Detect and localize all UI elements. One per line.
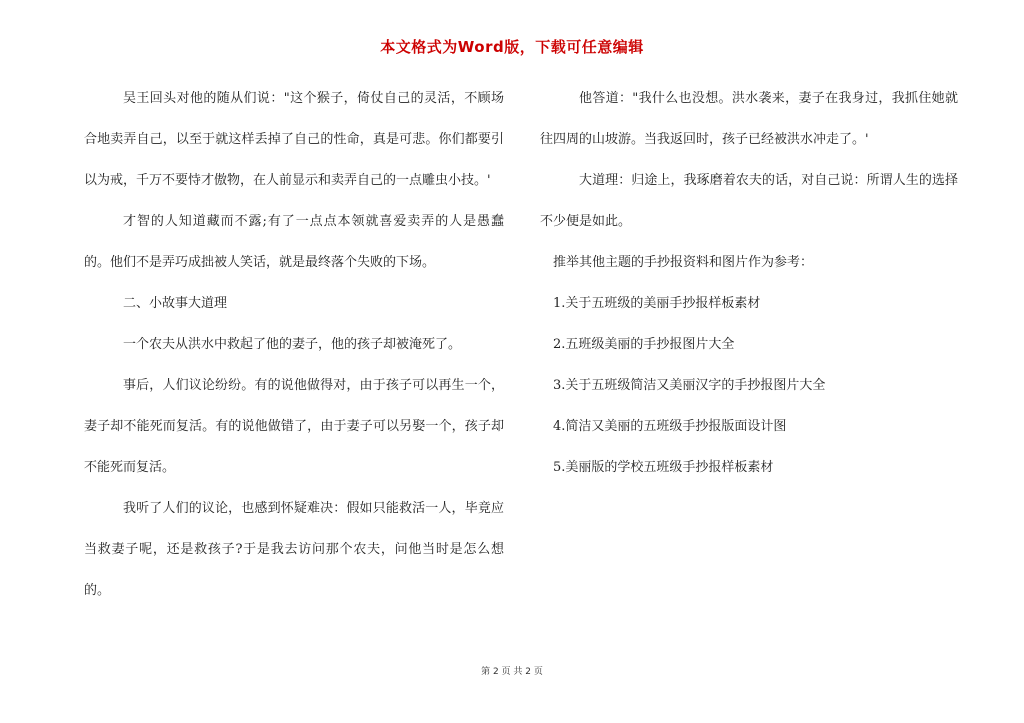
- paragraph-discussion: 事后，人们议论纷纷。有的说他做得对，由于孩子可以再生一个，妻子却不能死而复活。有的说他做错了，由于妻子可以另娶一个，孩子却不能死而复活。: [84, 378, 504, 475]
- recommend-intro: 推举其他主题的手抄报资料和图片作为参考：: [553, 255, 814, 270]
- page-number: 第 2 页 共 2 页: [481, 667, 543, 677]
- paragraph-moral: 大道理：归途上，我琢磨着农夫的话，对自己说：所谓人生的选择不少便是如此。: [540, 173, 958, 229]
- left-column: [84, 78, 504, 611]
- section-heading-story: 二、小故事大道理: [123, 296, 228, 311]
- right-column: [540, 78, 958, 488]
- recommend-link[interactable]: 1.关于五班级的美丽手抄报样板素材: [553, 296, 761, 311]
- recommend-link[interactable]: 3.关于五班级简洁又美丽汉字的手抄报图片大全: [553, 378, 826, 393]
- format-banner: 本文格式为Word版，下载可任意编辑: [380, 38, 644, 56]
- recommend-link[interactable]: 4.简洁又美丽的五班级手抄报版面设计图: [553, 419, 787, 434]
- recommend-list: [540, 283, 958, 488]
- paragraph-wisdom: 才智的人知道藏而不露;有了一点点本领就喜爱卖弄的人是愚蠢的。他们不是弄巧成拙被人笑话，就是最终落个失败的下场。: [84, 214, 504, 270]
- paragraph-question: 我听了人们的议论，也感到怀疑难决：假如只能救活一人，毕竟应当救妻子呢，还是救孩子?于是我去访问那个农夫，问他当时是怎么想的。: [84, 501, 504, 598]
- paragraph-farmer-rescue: 一个农夫从洪水中救起了他的妻子，他的孩子却被淹死了。: [123, 337, 462, 352]
- recommend-link[interactable]: 5.美丽版的学校五班级手抄报样板素材: [553, 460, 774, 475]
- paragraph-monkey-lesson: 吴王回头对他的随从们说："这个猴子，倚仗自己的灵活，不顾场合地卖弄自己，以至于就这样丢掉了自己的性命，真是可悲。你们都要引以为戒，千万不要恃才傲物，在人前显示和卖弄自己的一点雕虫小技。': [84, 91, 504, 188]
- recommend-link[interactable]: 2.五班级美丽的手抄报图片大全: [553, 337, 735, 352]
- paragraph-farmer-answer: 他答道："我什么也没想。洪水袭来，妻子在我身过，我抓住她就往四周的山坡游。当我返回时，孩子已经被洪水冲走了。': [540, 91, 958, 147]
